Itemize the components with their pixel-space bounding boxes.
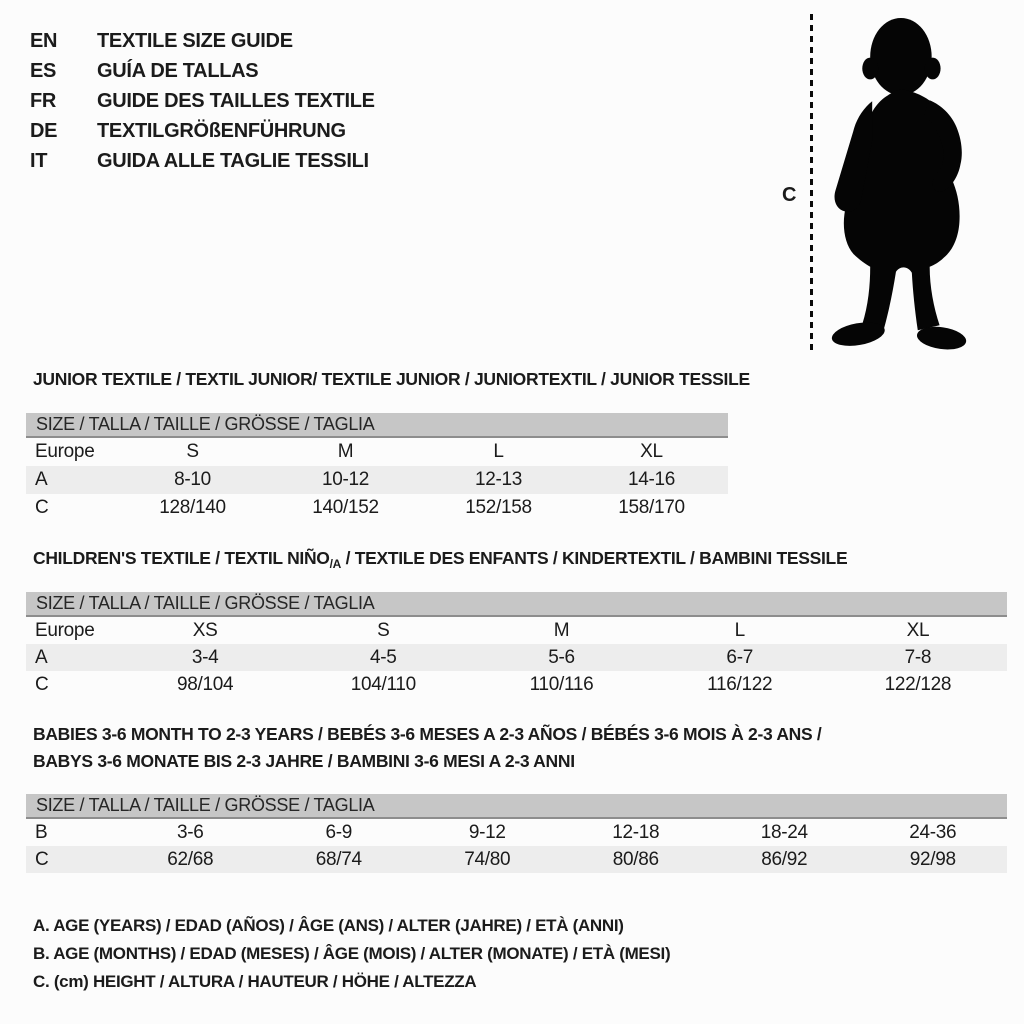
table-cell: 74/80 (464, 848, 511, 870)
table-cell: 80/86 (612, 848, 659, 870)
size-header-bar: SIZE / TALLA / TAILLE / GRÖSSE / TAGLIA (26, 413, 728, 438)
language-row (30, 26, 375, 56)
language-title-list (30, 26, 375, 176)
table-cell: 98/104 (176, 673, 234, 695)
row-label: C (35, 848, 49, 870)
table-cell: 12-13 (474, 469, 523, 490)
language-code: ES (30, 59, 57, 82)
table-cell: 62/68 (167, 848, 214, 870)
language-code: DE (30, 119, 58, 142)
language-code: FR (30, 89, 57, 112)
junior-size-table (26, 413, 728, 522)
table-row (26, 671, 1007, 698)
legend-line-a: A. AGE (YEARS) / EDAD (AÑOS) / ÂGE (ANS) / ALTER (JAHRE) / ETÀ (ANNI) (33, 916, 624, 935)
row-label: Europe (35, 441, 95, 462)
language-code: IT (30, 149, 48, 172)
table-row (26, 819, 1007, 846)
table-cell: XL (640, 441, 663, 462)
height-measure-dotted-line (810, 14, 813, 354)
toddler-silhouette-image (818, 12, 968, 354)
row-label: C (35, 497, 49, 518)
language-row (30, 146, 375, 176)
table-cell: 6-9 (325, 821, 353, 843)
table-cell: 152/158 (465, 497, 532, 518)
table-cell: 8-10 (174, 469, 211, 490)
table-cell: 5-6 (548, 646, 575, 668)
table-cell: 122/128 (884, 673, 952, 695)
language-title: GUÍA DE TALLAS (97, 59, 259, 82)
table-cell: XL (906, 619, 930, 641)
language-title: TEXTILGRÖßENFÜHRUNG (97, 119, 346, 142)
table-cell: XS (192, 619, 218, 641)
table-cell: S (186, 441, 199, 462)
table-cell: 10-12 (321, 469, 370, 490)
row-label: C (35, 673, 49, 695)
section-title-line: BABYS 3-6 MONATE BIS 2-3 JAHRE / BAMBINI 3-6 MESI A 2-3 ANNI (33, 751, 575, 771)
babies-size-table (26, 794, 1007, 873)
section-title-text: / TEXTILE DES ENFANTS / KINDERTEXTIL / BAMBINI TESSILE (341, 548, 848, 568)
table-cell: 128/140 (159, 497, 226, 518)
legend-line-c: C. (cm) HEIGHT / ALTURA / HAUTEUR / HÖHE / ALTEZZA (33, 972, 477, 991)
table-row (26, 466, 728, 494)
table-cell: M (337, 441, 354, 462)
language-title: GUIDE DES TAILLES TEXTILE (97, 89, 375, 112)
table-cell: 12-18 (612, 821, 660, 843)
section-title-babies (33, 721, 822, 775)
section-title-children (33, 548, 847, 569)
table-cell: 110/116 (529, 673, 594, 695)
language-row (30, 56, 375, 86)
table-row (26, 438, 728, 466)
table-cell: L (493, 441, 504, 462)
table-cell: 24-36 (909, 821, 957, 843)
section-title-junior: JUNIOR TEXTILE / TEXTIL JUNIOR/ TEXTILE JUNIOR / JUNIORTEXTIL / JUNIOR TESSILE (33, 369, 750, 389)
row-label: A (35, 646, 48, 668)
language-row (30, 116, 375, 146)
language-code: EN (30, 29, 58, 52)
table-cell: 104/110 (350, 673, 416, 695)
table-cell: 3-4 (191, 646, 219, 668)
table-row (26, 617, 1007, 644)
table-cell: 6-7 (726, 646, 753, 668)
table-cell: 158/170 (618, 497, 685, 518)
table-cell: 7-8 (904, 646, 932, 668)
table-cell: 4-5 (370, 646, 397, 668)
table-cell: L (734, 619, 745, 641)
table-cell: 92/98 (909, 848, 956, 870)
table-cell: 116/122 (707, 673, 773, 695)
section-title-text: CHILDREN'S TEXTILE / TEXTIL NIÑO (33, 548, 330, 568)
table-cell: 9-12 (468, 821, 506, 843)
table-cell: 68/74 (315, 848, 362, 870)
section-title-subscript: /A (329, 557, 342, 571)
legend (33, 912, 670, 996)
table-cell: S (377, 619, 390, 641)
table-row (26, 846, 1007, 873)
height-measure-label: C (782, 184, 797, 206)
language-row (30, 86, 375, 116)
size-header-bar: SIZE / TALLA / TAILLE / GRÖSSE / TAGLIA (26, 592, 1007, 617)
size-header-bar: SIZE / TALLA / TAILLE / GRÖSSE / TAGLIA (26, 794, 1007, 819)
table-row (26, 494, 728, 522)
row-label: B (35, 821, 48, 843)
table-row (26, 644, 1007, 671)
table-cell: 140/152 (312, 497, 379, 518)
table-cell: 14-16 (627, 469, 676, 490)
children-size-table (26, 592, 1007, 698)
language-title: GUIDA ALLE TAGLIE TESSILI (97, 149, 369, 172)
legend-line-b: B. AGE (MONTHS) / EDAD (MESES) / ÂGE (MOIS) / ALTER (MONATE) / ETÀ (MESI) (33, 944, 671, 963)
language-title: TEXTILE SIZE GUIDE (97, 29, 293, 52)
table-cell: 18-24 (760, 821, 808, 843)
row-label: Europe (35, 619, 95, 641)
table-cell: 86/92 (761, 848, 808, 870)
table-cell: M (553, 619, 570, 641)
table-cell: 3-6 (176, 821, 204, 843)
section-title-line: BABIES 3-6 MONTH TO 2-3 YEARS / BEBÉS 3-6 MESES A 2-3 AÑOS / BÉBÉS 3-6 MOIS À 2-3 ANS / (33, 724, 822, 744)
row-label: A (35, 469, 48, 490)
